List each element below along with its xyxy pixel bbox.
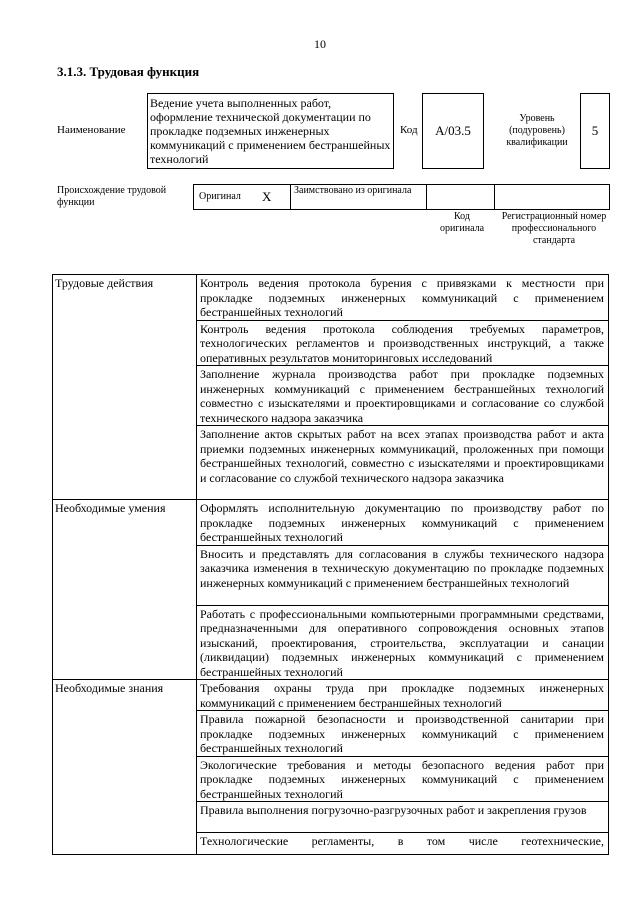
table-cell: Контроль ведения протокола бурения с привязками к местности при прокладке подземных инженерных коммуникаций с применением бестраншейных технологий: [197, 275, 609, 321]
original-label: Оригинал: [199, 191, 241, 202]
table-cell: Заполнение журнала производства работ при прокладке подземных инженерных коммуникаций с применением бестраншейных технологий совместно с изыскателями и проектировщиками и согласование со службой технического надзора заказчика: [197, 366, 609, 426]
name-label: Наименование: [57, 124, 126, 136]
table-cell: Оформлять исполнительную документацию по производству работ по прокладке подземных инженерных коммуникаций с применением бестраншейных технологий: [197, 500, 609, 546]
table-cell: Контроль ведения протокола соблюдения требуемых параметров, технологических регламентов и производственных инструкций, а также оперативных результатов мониторинговых исследований: [197, 320, 609, 366]
origin-divider: [426, 184, 427, 210]
origin-divider: [290, 184, 291, 210]
code-label: Код: [400, 124, 418, 136]
section-title: 3.1.3. Трудовая функция: [57, 64, 200, 79]
table-cell: Правила пожарной безопасности и производственной санитарии при прокладке подземных инженерных коммуникаций с применением бестраншейных технологий: [197, 711, 609, 757]
level-value: 5: [580, 93, 610, 169]
origin-divider: [494, 184, 495, 210]
table-cell: Правила выполнения погрузочно-разгрузочных работ и закрепления грузов: [197, 802, 609, 833]
code-caption: Код оригинала: [439, 211, 485, 234]
table-cell: Вносить и представлять для согласования в службы технического надзора заказчика изменения в техническую документацию по прокладке подземных инженерных коммуникаций с применением бестраншейных технологий: [197, 545, 609, 605]
group-label: Необходимые знания: [53, 680, 197, 855]
table-cell: Работать с профессиональными компьютерными программными средствами, предназначенными для оперативного сопровождения основных этапов изысканий, проектирования, строительства, эксплуатации и санации (ликвидации) подземных инженерных коммуникаций с применением бестраншейных технологий: [197, 605, 609, 680]
table-row: [53, 275, 609, 321]
function-table: [52, 274, 609, 855]
name-value: Ведение учета выполненных работ, оформление технической документации по прокладке подземных инженерных коммуникаций с применением бестраншейных технологий: [147, 93, 394, 169]
group-label: Необходимые умения: [53, 500, 197, 680]
original-mark: Х: [262, 189, 272, 204]
table-row: [53, 500, 609, 546]
table-cell: Экологические требования и методы безопасного ведения работ при прокладке подземных инженерных коммуникаций с применением бестраншейных технологий: [197, 756, 609, 802]
reg-caption: Регистрационный номер профессионального стандарта: [501, 211, 607, 246]
level-label: Уровень (подуровень) квалификации: [506, 113, 568, 148]
origin-label: Происхождение трудовой функции: [57, 185, 167, 208]
table-cell: Технологические регламенты, в том числе геотехнические,: [197, 833, 609, 855]
code-value: А/03.5: [422, 93, 484, 169]
table-cell: Заполнение актов скрытых работ на всех этапах производства работ и акта приемки подземных инженерных коммуникаций, проложенных при помощи бестраншейных технологий, совместно с изыскателями и проектировщиками и согласование со службой технического надзора заказчика: [197, 426, 609, 500]
borrowed-label: Заимствовано из оригинала: [294, 185, 412, 196]
group-label: Трудовые действия: [53, 275, 197, 500]
table-row: [53, 680, 609, 711]
table-cell: Требования охраны труда при прокладке подземных инженерных коммуникаций с применением бестраншейных технологий: [197, 680, 609, 711]
page-number: 10: [314, 37, 326, 51]
